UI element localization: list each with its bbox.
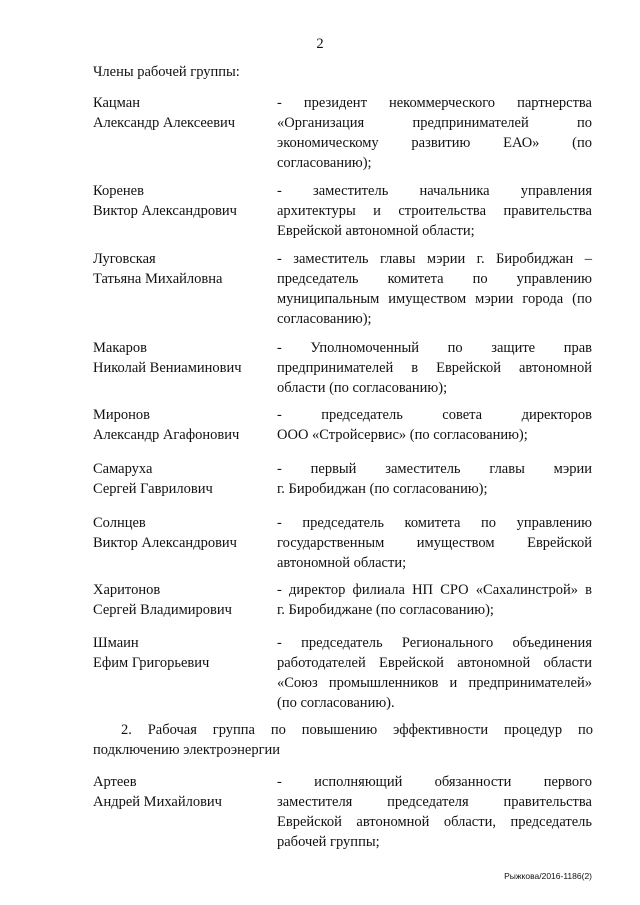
role-line: - председатель Регионального объединения bbox=[277, 635, 592, 651]
member-given-names: Сергей Гаврилович bbox=[93, 481, 213, 497]
member-given-names: Татьяна Михайловна bbox=[93, 271, 223, 287]
role-line: «Организация предпринимателей по bbox=[277, 115, 592, 131]
role-line: области (по согласованию); bbox=[277, 380, 448, 396]
member-given-names: Ефим Григорьевич bbox=[93, 655, 210, 671]
member-given-names: Николай Вениаминович bbox=[93, 360, 242, 376]
member-given-names: Сергей Владимирович bbox=[93, 602, 232, 618]
member-name bbox=[93, 459, 268, 499]
numbered-paragraph bbox=[93, 720, 593, 760]
role-line: г. Биробиджане (по согласованию); bbox=[277, 602, 494, 618]
role-line: - президент некоммерческого партнерства bbox=[277, 95, 592, 111]
role-line: согласованию); bbox=[277, 155, 372, 171]
member-name bbox=[93, 181, 268, 221]
role-line: заместителя председателя правительства bbox=[277, 794, 592, 810]
member-role bbox=[277, 93, 592, 173]
member-given-names: Виктор Александрович bbox=[93, 203, 237, 219]
member-name bbox=[93, 772, 268, 812]
member-name bbox=[93, 249, 268, 289]
role-line: - председатель комитета по управлению bbox=[277, 515, 592, 531]
member-role bbox=[277, 513, 592, 573]
role-line: - исполняющий обязанности первого bbox=[277, 774, 592, 790]
member-surname: Шмаин bbox=[93, 635, 139, 651]
member-given-names: Андрей Михайлович bbox=[93, 794, 222, 810]
role-line: «Союз промышленников и предпринимателей» bbox=[277, 675, 592, 691]
member-given-names: Александр Алексеевич bbox=[93, 115, 236, 131]
member-surname: Коренев bbox=[93, 183, 144, 199]
role-line: г. Биробиджан (по согласованию); bbox=[277, 481, 488, 497]
member-surname: Артеев bbox=[93, 774, 137, 790]
role-line: согласованию); bbox=[277, 311, 372, 327]
member-role bbox=[277, 181, 592, 241]
role-line: - Уполномоченный по защите прав bbox=[277, 340, 592, 356]
member-surname: Харитонов bbox=[93, 582, 161, 598]
role-line: автономной области; bbox=[277, 555, 407, 571]
role-line: - директор филиала НП СРО «Сахалинстрой» в bbox=[277, 582, 592, 598]
member-role bbox=[277, 772, 592, 852]
role-line: рабочей группы; bbox=[277, 834, 380, 850]
role-line: ООО «Стройсервис» (по согласованию); bbox=[277, 427, 528, 443]
role-line: - первый заместитель главы мэрии bbox=[277, 461, 592, 477]
member-name bbox=[93, 405, 268, 445]
member-name bbox=[93, 633, 268, 673]
role-line: Еврейской автономной области; bbox=[277, 223, 475, 239]
role-line: - заместитель начальника управления bbox=[277, 183, 592, 199]
member-surname: Макаров bbox=[93, 340, 147, 356]
role-line: государственным имуществом Еврейской bbox=[277, 535, 592, 551]
role-line: Еврейской автономной области, председатель bbox=[277, 814, 592, 830]
member-surname: Солнцев bbox=[93, 515, 146, 531]
role-line: предпринимателей в Еврейской автономной bbox=[277, 360, 592, 376]
member-given-names: Александр Агафонович bbox=[93, 427, 240, 443]
role-line: экономическому развитию ЕАО» (по bbox=[277, 135, 592, 151]
member-role bbox=[277, 459, 592, 499]
role-line: - председатель совета директоров bbox=[277, 407, 592, 423]
member-role bbox=[277, 633, 592, 713]
paragraph-line: подключению электроэнергии bbox=[93, 742, 281, 758]
member-role bbox=[277, 338, 592, 398]
role-line: (по согласованию). bbox=[277, 695, 395, 711]
section-heading: Члены рабочей группы: bbox=[93, 64, 240, 80]
page-number: 2 bbox=[316, 36, 324, 52]
paragraph-line: 2. Рабочая группа по повышению эффективности процедур по bbox=[121, 722, 593, 738]
role-line: председатель комитета по управлению bbox=[277, 271, 592, 287]
role-line: архитектуры и строительства правительства bbox=[277, 203, 592, 219]
member-role bbox=[277, 405, 592, 445]
member-surname: Луговская bbox=[93, 251, 156, 267]
member-role bbox=[277, 580, 592, 620]
member-role bbox=[277, 249, 592, 329]
role-line: муниципальным имуществом мэрии города (по bbox=[277, 291, 592, 307]
member-surname: Миронов bbox=[93, 407, 151, 423]
role-line: - заместитель главы мэрии г. Биробиджан – bbox=[277, 251, 592, 267]
member-surname: Самаруха bbox=[93, 461, 153, 477]
member-name bbox=[93, 580, 268, 620]
role-line: работодателей Еврейской автономной области bbox=[277, 655, 592, 671]
member-name bbox=[93, 513, 268, 553]
member-name bbox=[93, 338, 268, 378]
member-given-names: Виктор Александрович bbox=[93, 535, 237, 551]
member-surname: Кацман bbox=[93, 95, 140, 111]
footer-code: Рыжкова/2016-1186(2) bbox=[504, 871, 592, 881]
member-name bbox=[93, 93, 268, 133]
